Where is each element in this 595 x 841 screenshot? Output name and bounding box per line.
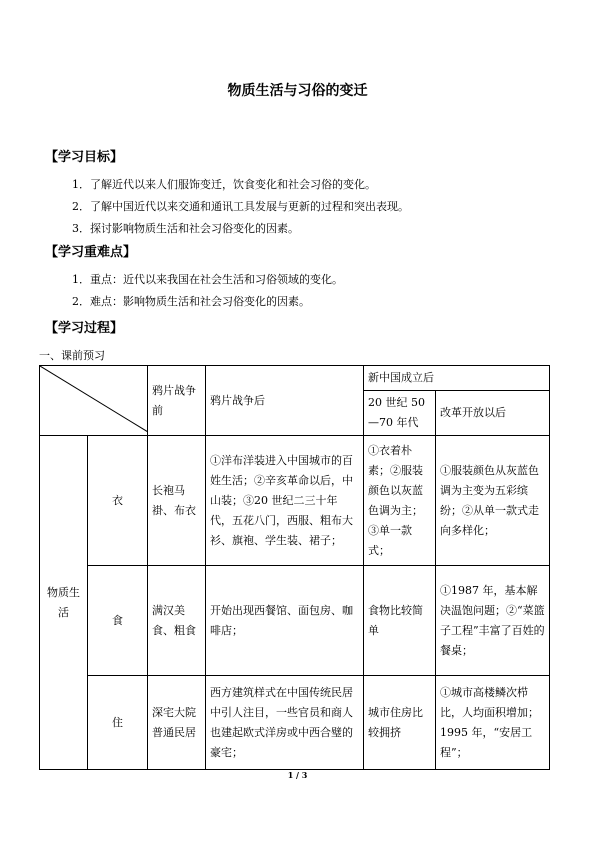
row-label: 食 <box>88 566 148 676</box>
cell-50-70: 食物比较简单 <box>364 566 436 676</box>
goals-heading: 【学习目标】 <box>45 150 124 165</box>
goal-item-1: 1．了解近代以来人们服饰变迁，饮食变化和社会习俗的变化。 <box>72 178 376 191</box>
header-before-war: 鸦片战争前 <box>148 366 206 436</box>
cell-reform: ①服装颜色从灰蓝色调为主变为五彩缤纷；②从单一款式走向多样化； <box>436 436 550 566</box>
preview-table <box>39 365 550 770</box>
category-cell: 物质生活 <box>40 436 88 770</box>
table-row <box>40 676 550 770</box>
goal-item-3: 3．探讨影响物质生活和社会习俗变化的因素。 <box>72 222 299 235</box>
header-new-china: 新中国成立后 <box>364 366 550 391</box>
cell-after: 开始出现西餐馆、面包房、咖啡店； <box>206 566 364 676</box>
key-point-item-1: 1．重点：近代以来我国在社会生活和习俗领域的变化。 <box>72 273 343 286</box>
header-after-war: 鸦片战争后 <box>206 366 364 436</box>
cell-reform: ①1987 年，基本解决温饱问题；②“菜篮子工程”丰富了百姓的餐桌； <box>436 566 550 676</box>
cell-50-70: 城市住房比较拥挤 <box>364 676 436 770</box>
goal-item-2: 2．了解中国近代以来交通和通讯工具发展与更新的过程和突出表现。 <box>72 200 409 213</box>
header-reform: 改革开放以后 <box>436 391 550 436</box>
page-number: 1 / 3 <box>287 770 308 780</box>
diagonal-line <box>40 366 148 432</box>
table-row <box>40 436 550 566</box>
row-label: 住 <box>88 676 148 770</box>
cell-before: 长袍马褂、布衣 <box>148 436 206 566</box>
cell-50-70: ①衣着朴素；②服装颜色以灰蓝色调为主；③单一款式； <box>364 436 436 566</box>
cell-after: 西方建筑样式在中国传统民居中引人注目，一些官员和商人也建起欧式洋房或中西合璧的豪宅； <box>206 676 364 770</box>
table-row <box>40 566 550 676</box>
preview-subheading: 一、课前预习 <box>39 349 105 362</box>
row-label: 衣 <box>88 436 148 566</box>
key-point-item-2: 2．难点：影响物质生活和社会习俗变化的因素。 <box>72 295 310 308</box>
header-50-70: 20 世纪 50—70 年代 <box>364 391 436 436</box>
cell-before: 满汉美食、粗食 <box>148 566 206 676</box>
diagonal-header-cell <box>40 366 148 436</box>
key-points-heading: 【学习重难点】 <box>45 245 137 260</box>
page-title: 物质生活与习俗的变迁 <box>227 83 368 99</box>
cell-reform: ①城市高楼鳞次栉比，人均面积增加；1995 年，“安居工程”； <box>436 676 550 770</box>
cell-after: ①洋布洋装进入中国城市的百姓生活；②辛亥革命以后，中山装；③20 世纪二三十年代，五花八门，西服、粗布大衫、旗袍、学生装、裙子； <box>206 436 364 566</box>
process-heading: 【学习过程】 <box>45 321 124 336</box>
cell-before: 深宅大院 普通民居 <box>148 676 206 770</box>
